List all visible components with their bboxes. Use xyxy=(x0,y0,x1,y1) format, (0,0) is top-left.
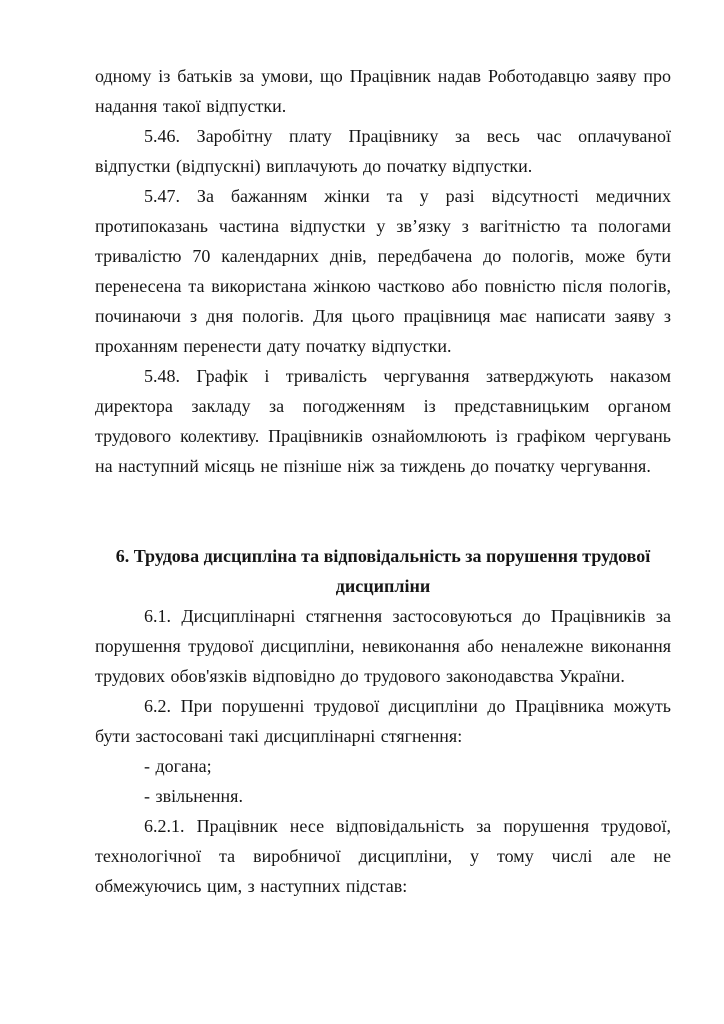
clause-6-2-1: 6.2.1. Працівник несе відповідальність за порушення трудової, технологічної та виробничої дисципліни, у тому числі але не обмежуючись цим, з наступних підстав: xyxy=(95,816,671,896)
page-content xyxy=(95,61,671,901)
clause-6-1: 6.1. Дисциплінарні стягнення застосовуються до Працівників за порушення трудової дисципліни, невиконання або неналежне виконання трудових обов'язків відповідно до трудового законодавства України. xyxy=(95,606,671,686)
sanction-item-dismissal: - звільнення. xyxy=(144,786,243,806)
clause-5-47: 5.47. За бажанням жінки та у разі відсутності медичних протипоказань частина відпустки у зв’язку з вагітністю та пологами тривалістю 70 календарних днів, передбачена до пологів, може бути перенесена та використана жінкою частково або повністю після пологів, починаючи з дня пологів. Для цього працівниця має написати заяву з проханням перенести дату початку відпустки. xyxy=(95,186,671,356)
section-6-heading-line2: дисципліни xyxy=(335,576,431,596)
section-6-heading xyxy=(95,541,671,601)
sanction-item-reprimand: - догана; xyxy=(144,756,212,776)
clause-6-2: 6.2. При порушенні трудової дисципліни до Працівника можуть бути застосовані такі дисциплінарні стягнення: xyxy=(95,696,671,746)
clause-5-48: 5.48. Графік і тривалість чергування затверджують наказом директора закладу за погодженням із представницьким органом трудового колективу. Працівників ознайомлюють із графіком чергувань на наступний місяць не пізніше ніж за тиждень до початку чергування. xyxy=(95,366,671,476)
section-6-heading-line1: 6. Трудова дисципліна та відповідальність за порушення трудової xyxy=(115,546,651,566)
paragraph-continuation: одному із батьків за умови, що Працівник надав Роботодавцю заяву про надання такої відпустки. xyxy=(95,66,671,116)
clause-5-46: 5.46. Заробітну плату Працівнику за весь час оплачуваної відпустки (відпускні) виплачують до початку відпустки. xyxy=(95,126,671,176)
